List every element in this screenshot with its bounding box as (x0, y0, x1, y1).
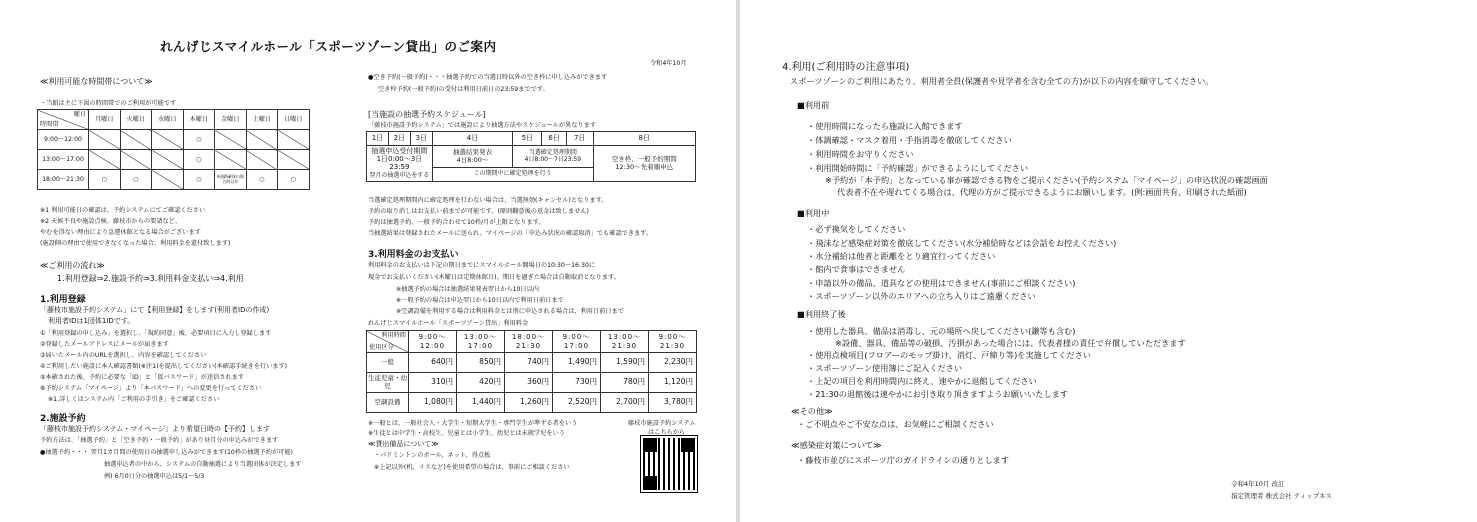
schedule-confirm-note: この期間中に確定処理を行う (432, 168, 593, 182)
vacancy-line-1: ●空き予約(一般予約)・・・抽選予約での当選日時以外の空き枠に申し込みができます (368, 74, 608, 81)
hours-cell-unavailable (215, 150, 247, 170)
schedule-results-title: 抽選結果発表 (452, 148, 492, 157)
fee-table-title: れんげじスマイルホール「スポーツゾーン貸出」利用料金 (368, 320, 529, 327)
during-item: ・館内で食事はできません (807, 264, 906, 274)
payment-line: ※一般予約の場合は申込翌日から10日以内で利用日前日まで (396, 297, 564, 304)
fee-row-label: 空調設備 (367, 393, 409, 413)
before-item: ※予約が「本予約」となっている事が確認できる物をご提示ください(予約システム「マイページ」の申込状況の確認画面 (825, 175, 1268, 185)
registration-step: ③届いたメール内のURLを選択し、内容を確認してください (40, 352, 207, 359)
schedule-day: 5日 (513, 132, 542, 146)
fee-value: 420円 (457, 373, 505, 393)
schedule-confirm-title: 当選確定処理期間 (528, 148, 577, 156)
fee-col-header: 9:00～12:00 (409, 331, 457, 353)
after-item: ・使用点検項目(フロアーのモップ掛け、消灯、戸締り等)を実施してください (807, 350, 1091, 360)
schedule-day: 4日 (432, 132, 512, 146)
schedule-application-period (367, 146, 433, 182)
hours-cell-unavailable (89, 130, 121, 150)
hours-cell-unavailable (120, 150, 152, 170)
during-item: ・水分補給は他者と距離をとり適宜行ってください (807, 251, 996, 261)
hours-cell-unavailable (152, 150, 184, 170)
fee-note-1: ※一般とは、一般社会人・大学生・短期大学生・専門学生が準ずる者をいう (368, 420, 578, 427)
day-header: 火曜日 (120, 110, 152, 130)
hours-cell-unavailable (215, 130, 247, 150)
registration-step: ⑤本確された後、予約に必要な「ID」と「仮パスワード」が送信されます (40, 374, 244, 381)
rental-line-2: ※上記以外(机、イスなど)を使用希望の場合は、事前にご相談ください (374, 464, 570, 471)
payment-line: ※空調設備を利用する場合は利用料金とは別に申込される場合は、利用日前日まで (396, 308, 624, 315)
hours-cell-unavailable (246, 150, 278, 170)
fee-value: 740円 (505, 353, 553, 373)
day-header: 土曜日 (246, 110, 278, 130)
corner-top-label: 曜日 (73, 111, 86, 118)
fee-corner-top: 利用時間 (381, 332, 406, 339)
fee-value: 360円 (505, 373, 553, 393)
hours-cell-available: ○ (278, 170, 310, 190)
fee-col-header: 9:00～21:30 (649, 331, 697, 353)
hours-cell-available: ○ (183, 150, 215, 170)
booking-line-1: 「藤枝市施設予約システム・マイページ」より希望日時の【予約】します (40, 425, 271, 433)
registration-step: ※1.詳しくはシステム内「ご利用の手引き」をご確認ください (48, 396, 220, 403)
hours-cell-unavailable (246, 130, 278, 150)
schedule-application-title: 抽選申込受付期間 (371, 146, 428, 155)
qr-label-2: はこちらから (648, 429, 686, 436)
hours-note-3: やむを得ない理由により急遽休館となる場合がございます (40, 229, 201, 236)
hours-cell-available: ○ (246, 170, 278, 190)
fee-table (366, 330, 697, 413)
before-item: ・利用開始時間に「予約確認」ができるようにしてください (807, 163, 1029, 173)
day-header: 月曜日 (89, 110, 121, 130)
during-item: ・申請以外の備品、道具などの使用はできません(事前にご相談ください) (807, 278, 1076, 288)
fee-value: 2,520円 (553, 393, 601, 413)
before-heading: ■利用前 (797, 100, 830, 110)
schedule-note: 当抽選結果は登録されたメールに送られ、マイページの「申込み状況の確認取消」でも確認できます。 (368, 230, 653, 237)
schedule-results (432, 146, 512, 168)
schedule-general-note: 12:30～先着順申込 (615, 162, 674, 171)
flow-heading: ≪ご利用の流れ≫ (40, 261, 105, 270)
qr-label-1: 藤枝市施設予約システム (628, 420, 696, 427)
day-header: 水曜日 (152, 110, 184, 130)
hours-time-label: 13:00～17:00 (38, 150, 89, 170)
hours-cell-available: ○ (183, 130, 215, 150)
fee-value: 3,780円 (649, 393, 697, 413)
hours-cell-available: ○ (120, 170, 152, 190)
schedule-note: 予約は抽選予約、一般予約合わせて10枠/月が上限となります。 (368, 219, 545, 226)
hours-row (38, 150, 310, 170)
booking-line-4: 抽選申込者の中から、システムの自動抽選により当選団体が決定します (104, 461, 302, 468)
page-separator (736, 0, 740, 522)
before-item: ・使用時間になったら施設に入館できます (807, 121, 963, 131)
during-heading: ■利用中 (797, 208, 830, 218)
day-header: 金曜日 (215, 110, 247, 130)
hours-time-label: 18:00～21:30 (38, 170, 89, 190)
usage-intro: スポーツゾーンのご利用にあたり、利用者全員(保護者や見学者を含む全ての方)が以下の内容を順守してください。 (790, 76, 1214, 86)
fee-value: 780円 (601, 373, 649, 393)
fee-value: 1,440円 (457, 393, 505, 413)
hours-cell-available: ○ (89, 170, 121, 190)
schedule-day: 8日 (593, 132, 695, 146)
after-item: ※設備、器具、備品等の破損、汚損があった場合には、代表者様の責任で弁償していただきます (835, 338, 1186, 348)
before-item: ・利用時間をお守りください (807, 149, 914, 159)
schedule-general (593, 146, 695, 182)
hours-row (38, 130, 310, 150)
page-right (741, 0, 1477, 522)
rental-heading: ≪貸出備品について≫ (368, 440, 439, 448)
hours-note: ・当館は主に下図の時間帯でのご利用が可能です (40, 100, 177, 107)
vacancy-line-2: 空き枠予約(一般予約)の受付は利用日前日の23:59までです。 (378, 86, 549, 93)
fee-value: 1,590円 (601, 353, 649, 373)
fee-col-header: 9:00～17:00 (553, 331, 601, 353)
fee-table-corner (367, 331, 409, 353)
fee-value: 1,120円 (649, 373, 697, 393)
schedule-confirm (513, 146, 593, 168)
payment-line: 利用料金のお支払いは下記の期日までにスマイルホール開場日の10:30～16:30に (368, 262, 596, 269)
schedule-day: 7日 (566, 132, 593, 146)
flow-steps: 1.利用登録⇒2.施設予約⇒3.利用料金支払い⇒4.利用 (57, 274, 244, 283)
day-header: 木曜日 (183, 110, 215, 130)
after-item: ・上記の項目を利用時間内に終え、速やかに退館してください (807, 376, 1037, 386)
schedule-note: 予約の取り消しはお支払い前までが可能です。(原則翻意後の返金は致しません) (368, 208, 589, 215)
schedule-application-dates: 1日0:00～3日23:59 (376, 155, 423, 172)
revision-date: 令和4年10月 改訂 (1231, 480, 1285, 488)
booking-line-3: ●抽選予約・・・ 翌月1カ月間の使用日の抽選申し込みができます(10枠の抽選予約が可能) (40, 449, 293, 456)
registration-step: ④ご利用したい施設に本人確認書類(※注1)を提出してください(本確認手続きを行います) (40, 363, 288, 370)
qr-code-icon[interactable] (641, 436, 697, 492)
hours-table (37, 109, 310, 190)
fee-value: 1,260円 (505, 393, 553, 413)
hours-note-4: (施設側の理由で使用できなくなった場合、利用料金を還付致します) (40, 240, 231, 247)
other-heading: ≪その他≫ (791, 406, 833, 416)
after-item: ・スポーツゾーン使用簿にご記入ください (807, 363, 963, 373)
page-left (0, 0, 735, 522)
registration-step: ⑥予約システム「マイページ」より「本パスワード」への変更を行ってください (40, 385, 262, 392)
hours-cell-unavailable (89, 150, 121, 170)
after-item: ・使用した器具、備品は消毒し、元の場所へ戻してください(鎌等も含む) (807, 326, 1076, 336)
fee-value: 640円 (409, 353, 457, 373)
infection-heading: ≪感染症対策について≫ (791, 440, 882, 450)
schedule-day: 3日 (410, 132, 432, 146)
issue-date: 令和4年10月 (650, 60, 687, 67)
schedule-day: 6日 (542, 132, 566, 146)
hours-cell-unavailable (120, 130, 152, 150)
fee-col-header: 13:00～17:00 (457, 331, 505, 353)
fee-corner-bottom: 使用区分 (369, 343, 394, 351)
booking-line-5: 例) 6月0日分の抽選申込は5/1～5/3 (104, 473, 205, 480)
hours-cell-unavailable (278, 130, 310, 150)
hours-cell-unavailable (278, 150, 310, 170)
schedule-table (366, 131, 696, 182)
registration-step: ②登録したメールアドレスにメールが届きます (40, 341, 169, 348)
rental-line-1: ・バドミントンのポール、ネット、得点板 (374, 452, 491, 459)
schedule-results-date: 4日8:00～ (456, 155, 489, 164)
before-item: 代表者不在や遅れてくる場合は、代理の方がご提示できるようにお願いします。(例:画面共有、印刷された紙面) (837, 187, 1247, 197)
fee-note-2: ※生徒とは中学生・高校生、児童とは小学生、幼児とは未就学児をいう (368, 430, 565, 437)
booking-line-2: 予約方法は、「抽選予約」と「空き予約・一般予約」があり昼月分の申込みができます (40, 437, 279, 444)
fee-row (367, 353, 697, 373)
hours-table-corner (38, 110, 89, 130)
registration-line-1: 「藤枝市施設予約システム」にて【利用登録】をします(利用者IDの作成) (40, 306, 270, 314)
registration-heading: 1.利用登録 (40, 295, 86, 305)
day-header: 日曜日 (278, 110, 310, 130)
fee-row (367, 373, 697, 393)
fee-col-header: 13:00～21:30 (601, 331, 649, 353)
schedule-day: 2日 (388, 132, 410, 146)
fee-col-header: 18:00～21:30 (505, 331, 553, 353)
payment-heading: 3.利用料金のお支払い (368, 250, 459, 260)
hours-cell-unavailable (152, 130, 184, 150)
after-heading: ■利用終了後 (797, 309, 846, 319)
schedule-heading: [当施設の抽選予約スケジュール] (368, 110, 486, 119)
during-item: ・必ず換気をしてください (807, 224, 906, 234)
fee-row-label: 生徒児童・幼児 (367, 373, 409, 393)
hours-cell-unavailable (152, 170, 184, 190)
document-title: れんげじスマイルホール「スポーツゾーン貸出」のご案内 (160, 39, 497, 54)
fee-value: 1,080円 (409, 393, 457, 413)
registration-step: ①「利用登録の申し込み」を選択し、「規約同意」後、必要項目に入力し登録します (40, 330, 272, 337)
during-item: ・スポーツゾーン以外のエリアへの立ち入りはご遠慮ください (807, 291, 1036, 301)
payment-line: ※抽選予約の場合は抽選結果発表翌日から10日以内 (396, 286, 539, 293)
after-item: ・21:30の退館後は速やかにお引き取り頂きますようお願いいたします (807, 389, 1069, 399)
fee-value: 2,700円 (601, 393, 649, 413)
infection-line: ・藤枝市並びにスポーツ庁のガイドラインの通りとします (797, 455, 1010, 465)
schedule-confirm-dates: 4日8:00～7日23:59 (524, 155, 582, 163)
schedule-subheading: 「藤枝市施設予約システム」では施設により抽選方法やスケジュールが異なります (368, 122, 596, 129)
schedule-general-title: 空き枠、一般予約期間 (611, 155, 677, 164)
fee-value: 850円 (457, 353, 505, 373)
hours-note-1: ※1 利用可能日の確認は、予約システムにてご確認ください (40, 207, 206, 214)
hours-note-2: ※2 天候不良や施設点検、藤枝市からの要請など、 (40, 218, 182, 225)
fee-value: 2,230円 (649, 353, 697, 373)
fee-value: 1,490円 (553, 353, 601, 373)
other-line: ・ご不明点やご不安な点は、お気軽にご相談ください (797, 419, 994, 429)
registration-line-2: 利用者IDは1団体1IDです。 (48, 317, 135, 325)
hours-heading: ≪利用可能な時間帯について≫ (40, 77, 153, 86)
schedule-day: 1日 (367, 132, 389, 146)
hours-cell-available: ○ (183, 170, 215, 190)
corner-bottom-label: 時間帯 (40, 120, 59, 128)
fee-value: 310円 (409, 373, 457, 393)
hours-row (38, 170, 310, 190)
hours-time-label: 9:00～12:00 (38, 130, 89, 150)
booking-heading: 2.施設予約 (40, 414, 86, 424)
schedule-note: 当選確定処理期間内に確定処理を行わない場合は、当選無効(キャンセル)となります。 (368, 197, 608, 204)
hours-cell-available: ※通路確保の場合時以外 (215, 170, 247, 190)
fee-row (367, 393, 697, 413)
during-item: ・飛沫など感染症対策を徹底してください(水分補給時などは会話をお控えください) (807, 238, 1117, 248)
fee-value: 730円 (553, 373, 601, 393)
fee-row-label: 一般 (367, 353, 409, 373)
payment-line: 現金でお支払いください(木曜日は定期休館日)。期日を過ぎた場合は自動取消となります。 (368, 274, 620, 281)
before-item: ・体調確認・マスク着用・手指消毒を徹底してください (807, 135, 1012, 145)
usage-heading: 4.利用(ご利用時の注意事項) (782, 62, 910, 73)
schedule-application-note: 翌月の抽選申込をする (369, 172, 430, 180)
manager: 指定管理者 株式会社 ティップネス (1231, 492, 1332, 500)
